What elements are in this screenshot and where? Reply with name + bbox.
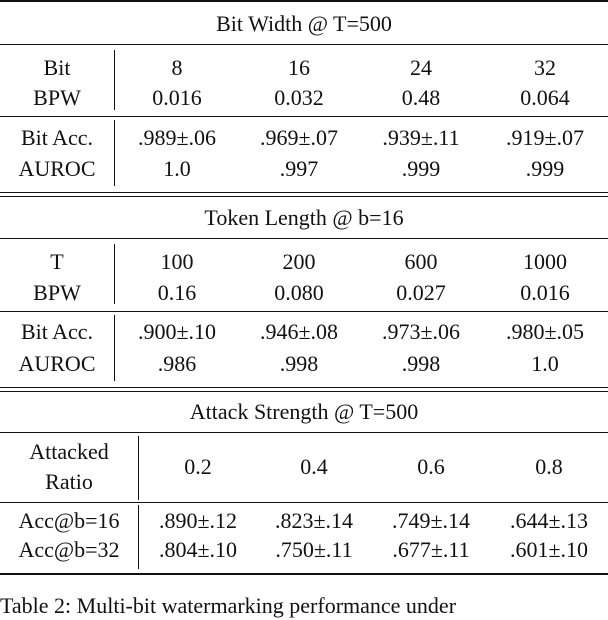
column-divider (114, 244, 115, 304)
table-cell: 0.2 (184, 454, 212, 479)
section-title: Token Length @ b=16 (204, 205, 404, 230)
column-divider (138, 436, 139, 500)
row-label: Acc@b=16 (18, 508, 120, 533)
table-cell: .677±.11 (392, 537, 470, 562)
rule (0, 432, 608, 433)
rule (0, 196, 608, 197)
table-cell: 0.016 (152, 85, 202, 110)
table-cell: 16 (288, 55, 310, 80)
row-label: BPW (33, 85, 81, 110)
table-cell: 0.8 (535, 454, 563, 479)
row-label: T (50, 249, 64, 274)
table-cell: 24 (410, 55, 432, 80)
table-cell: .999 (525, 156, 565, 181)
section-title: Bit Width @ T=500 (216, 11, 392, 36)
rule (0, 502, 608, 503)
table-cell: 8 (171, 55, 183, 80)
table-cell: .997 (279, 156, 319, 181)
table-cell: .969±.07 (259, 125, 339, 150)
table-cell: 100 (160, 249, 194, 274)
table-cell: 0.032 (274, 85, 324, 110)
column-divider (138, 505, 139, 569)
table-caption: Table 2: Multi-bit watermarking performance under (0, 593, 457, 618)
bottom-rule (0, 573, 608, 575)
table-cell: 0.4 (300, 454, 328, 479)
section-title: Attack Strength @ T=500 (189, 399, 419, 424)
row-label: Acc@b=32 (18, 537, 120, 562)
table-cell: .939±.11 (382, 125, 460, 150)
table-cell: 1.0 (531, 351, 559, 376)
table-cell: .999 (401, 156, 441, 181)
row-label: Attacked (29, 439, 109, 464)
table-cell: .980±.05 (505, 319, 585, 344)
table-cell: .986 (157, 351, 197, 376)
table-cell: 1000 (523, 249, 567, 274)
column-divider (114, 50, 115, 110)
row-label: Bit Acc. (20, 319, 94, 344)
table-cell: 0.080 (274, 280, 324, 305)
row-label: BPW (33, 280, 81, 305)
row-label: Bit (43, 55, 71, 80)
table-cell: .644±.13 (509, 508, 589, 533)
table-cell: 0.16 (157, 280, 197, 305)
table-cell: .998 (401, 351, 441, 376)
table-cell: .946±.08 (259, 319, 339, 344)
table-cell: 600 (404, 249, 438, 274)
table-cell: 32 (534, 55, 556, 80)
table-cell: .998 (279, 351, 319, 376)
table-cell: 1.0 (163, 156, 191, 181)
rule (0, 44, 608, 45)
rule (0, 238, 608, 239)
table-cell: 0.6 (417, 454, 445, 479)
column-divider (114, 120, 115, 186)
top-rule (0, 0, 608, 2)
rule (0, 116, 608, 117)
rule (0, 192, 608, 193)
table-cell: .989±.06 (137, 125, 217, 150)
table-cell: .804±.10 (158, 537, 238, 562)
row-label: Ratio (45, 469, 93, 494)
row-label: AUROC (18, 351, 96, 376)
table-cell: .900±.10 (137, 319, 217, 344)
table-cell: 200 (282, 249, 316, 274)
table-cell: .823±.14 (274, 508, 354, 533)
table-cell: .973±.06 (381, 319, 461, 344)
rule (0, 391, 608, 392)
table-cell: 0.027 (396, 280, 446, 305)
table-cell: 0.016 (520, 280, 570, 305)
row-label: AUROC (18, 156, 96, 181)
table-cell: 0.48 (401, 85, 441, 110)
row-label: Bit Acc. (20, 125, 94, 150)
rule (0, 311, 608, 312)
table-cell: .890±.12 (158, 508, 238, 533)
table-cell: .601±.10 (509, 537, 589, 562)
table-cell: 0.064 (520, 85, 570, 110)
rule (0, 387, 608, 388)
table-cell: .749±.14 (391, 508, 471, 533)
table-cell: .919±.07 (505, 125, 585, 150)
column-divider (114, 315, 115, 381)
table-cell: .750±.11 (275, 537, 353, 562)
